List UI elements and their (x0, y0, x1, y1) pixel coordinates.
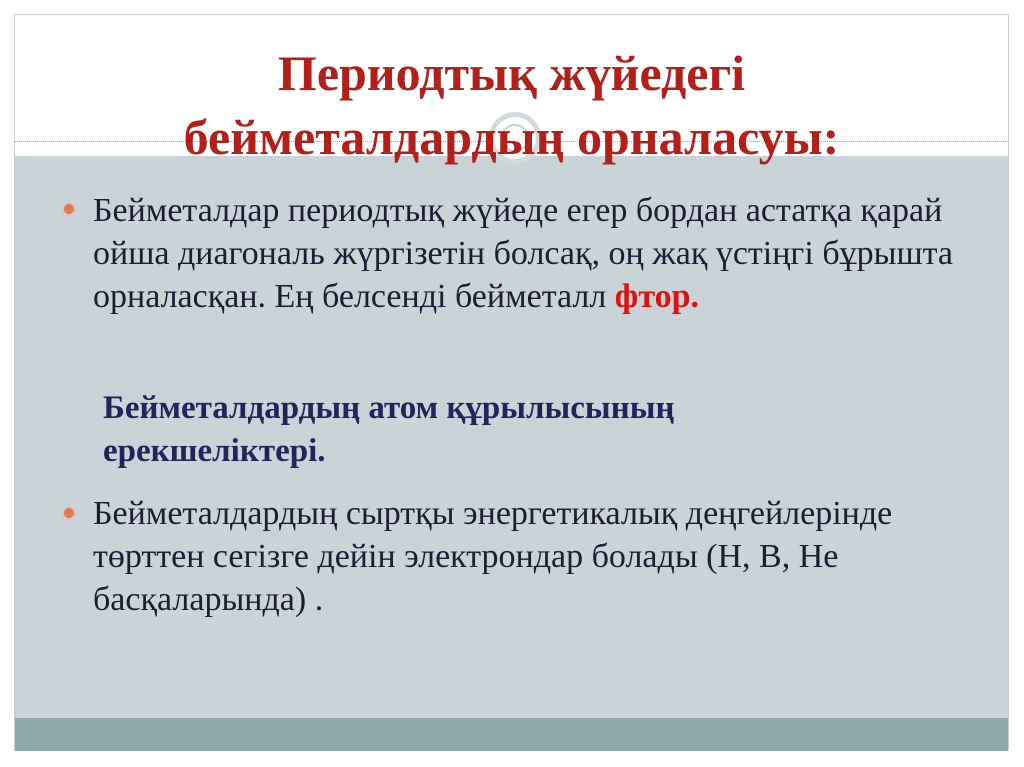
bullet-1-highlight: фтор. (614, 278, 699, 315)
title-line-1: Периодтық жүйедегі (277, 45, 746, 101)
bullet-1-text: Бейметалдар периодтық жүйеде егер бордан астатқа қарай ойша диагональ жүргізетін болсақ, оң жақ үстіңгі бұрышта орналасқан. Ең белсенді бейметалл (93, 192, 954, 315)
subheading-line-2: ерекшеліктері. (103, 433, 326, 469)
bullet-paragraph-1 (93, 189, 973, 318)
title-line-2: бейметалдардың орналасуы: (183, 109, 840, 165)
slide (14, 14, 1009, 751)
bullet-icon (64, 204, 74, 214)
bullet-icon (64, 508, 74, 518)
bullet-paragraph-2 (93, 492, 973, 621)
subheading (103, 387, 983, 473)
subheading-line-1: Бейметалдардың атом құрылысының (103, 390, 675, 426)
slide-content (15, 15, 1008, 750)
bullet-2-text: Бейметалдардың сыртқы энергетикалық деңгейлерінде төрттен сегізге дейін электрондар болады (H, B, He басқаларында) . (93, 495, 893, 618)
